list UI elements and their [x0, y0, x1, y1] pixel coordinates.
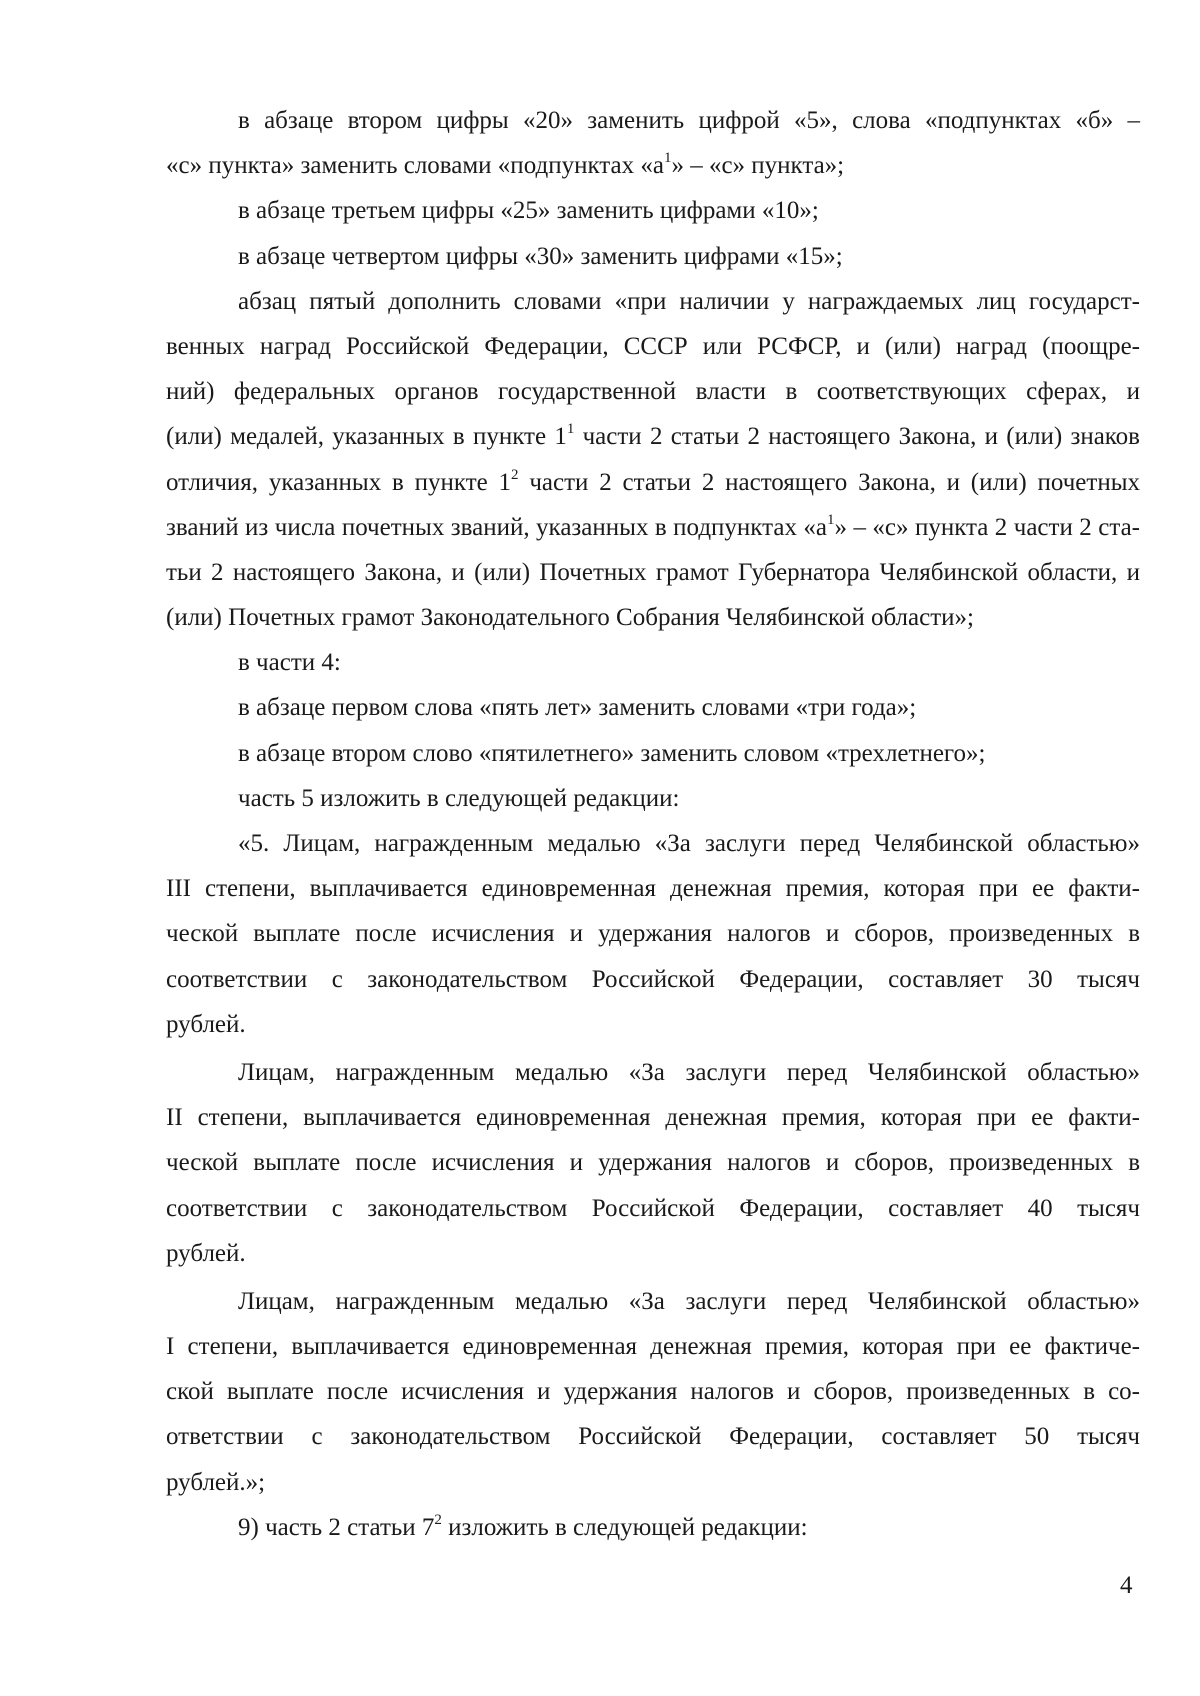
text-line — [166, 866, 1140, 911]
text-segment: в части 4: — [238, 649, 341, 677]
text-segment: в абзаце четвертом цифры «30» заменить цифрами «15»; — [238, 242, 843, 270]
text-line — [166, 776, 1140, 821]
text-line — [166, 460, 1140, 505]
text-segment: II степени, выплачивается единовременная денежная премия, которая при ее факти- — [166, 1104, 1140, 1132]
superscript: 1 — [663, 150, 672, 167]
text-line — [166, 550, 1140, 595]
document-body — [166, 98, 1140, 1550]
text-segment: отличия, указанных в пункте 1 — [166, 468, 512, 496]
text-segment: ний) федеральных органов государственной власти в соответствующих сферах, и — [166, 378, 1140, 406]
text-line — [166, 1140, 1140, 1185]
text-line — [166, 1279, 1140, 1324]
text-line — [166, 279, 1140, 324]
text-segment: (или) медалей, указанных в пункте 1 — [166, 423, 567, 451]
text-line — [166, 1414, 1140, 1459]
text-line — [166, 595, 1140, 640]
text-segment: Лицам, награжденным медалью «За заслуги перед Челябинской областью» — [238, 1287, 1140, 1315]
text-segment: званий из числа почетных званий, указанных в подпунктах «а — [166, 513, 827, 541]
superscript: 1 — [566, 421, 575, 438]
text-segment: соответствии с законодательством Российской Федерации, составляет 40 тысяч — [166, 1194, 1140, 1222]
text-line — [166, 1231, 1140, 1276]
text-line — [166, 369, 1140, 414]
text-segment: » – «с» пункта»; — [671, 152, 845, 180]
text-segment: ской выплате после исчисления и удержания налогов и сборов, произведенных в со- — [166, 1378, 1140, 1406]
text-segment: 9) часть 2 статьи 7 — [238, 1513, 435, 1541]
text-segment: III степени, выплачивается единовременная денежная премия, которая при ее факти- — [166, 875, 1140, 903]
text-segment: Лицам, награжденным медалью «За заслуги перед Челябинской областью» — [238, 1058, 1140, 1086]
superscript: 2 — [434, 1511, 442, 1528]
text-line — [166, 731, 1140, 776]
text-segment: в абзаце первом слова «пять лет» заменить словами «три года»; — [238, 694, 917, 722]
text-line — [166, 1095, 1140, 1140]
text-segment: ответствии с законодательством Российской Федерации, составляет 50 тысяч — [166, 1423, 1140, 1451]
text-segment: в абзаце втором слово «пятилетнего» заменить словом «трехлетнего»; — [238, 739, 986, 767]
text-segment: «с» пункта» заменить словами «подпунктах «а — [166, 152, 664, 180]
text-segment: рублей.»; — [166, 1468, 266, 1496]
text-line — [166, 821, 1140, 866]
text-segment: рублей. — [166, 1010, 246, 1038]
text-line — [166, 324, 1140, 369]
text-line — [166, 1050, 1140, 1095]
text-segment: «5. Лицам, награжденным медалью «За заслуги перед Челябинской областью» — [238, 830, 1140, 857]
text-line — [166, 414, 1140, 459]
text-line — [166, 143, 1140, 188]
text-segment: венных наград Российской Федерации, СССР или РСФСР, и (или) наград (поощре- — [166, 332, 1140, 360]
text-segment: (или) Почетных грамот Законодательного Собрания Челябинской области»; — [166, 604, 974, 632]
text-line — [166, 1002, 1140, 1047]
text-segment: рублей. — [166, 1239, 246, 1267]
text-segment: части 2 статьи 2 настоящего Закона, и (или) знаков — [574, 423, 1140, 451]
text-line — [166, 1505, 1140, 1550]
text-line — [166, 640, 1140, 685]
superscript: 1 — [827, 511, 835, 528]
text-segment: часть 5 изложить в следующей редакции: — [238, 784, 680, 812]
text-segment: I степени, выплачивается единовременная денежная премия, которая при ее фактиче- — [166, 1333, 1140, 1361]
text-segment: соответствии с законодательством Российской Федерации, составляет 30 тысяч — [166, 965, 1140, 993]
superscript: 2 — [511, 466, 519, 483]
text-line — [166, 685, 1140, 730]
text-segment: в абзаце третьем цифры «25» заменить цифрами «10»; — [238, 197, 819, 225]
text-line — [166, 98, 1140, 143]
text-line — [166, 1324, 1140, 1369]
text-segment: » – «с» пункта 2 части 2 ста- — [834, 513, 1140, 541]
page-number: 4 — [1120, 1572, 1133, 1599]
text-segment: в абзаце втором цифры «20» заменить цифрой «5», слова «подпунктах «б» – — [238, 107, 1140, 134]
text-line — [166, 505, 1140, 550]
text-segment: абзац пятый дополнить словами «при наличии у награждаемых лиц государст- — [238, 287, 1140, 315]
text-segment: тьи 2 настоящего Закона, и (или) Почетных грамот Губернатора Челябинской области, и — [166, 558, 1140, 586]
text-segment: ческой выплате после исчисления и удержания налогов и сборов, произведенных в — [166, 1149, 1140, 1177]
text-line — [166, 1460, 1140, 1505]
text-line — [166, 1186, 1140, 1231]
text-line — [166, 957, 1140, 1002]
text-segment: изложить в следующей редакции: — [441, 1513, 808, 1541]
text-line — [166, 911, 1140, 956]
text-segment: ческой выплате после исчисления и удержания налогов и сборов, произведенных в — [166, 920, 1140, 948]
text-line — [166, 188, 1140, 233]
text-line — [166, 234, 1140, 279]
text-line — [166, 1369, 1140, 1414]
text-segment: части 2 статьи 2 настоящего Закона, и (или) почетных — [518, 468, 1140, 496]
